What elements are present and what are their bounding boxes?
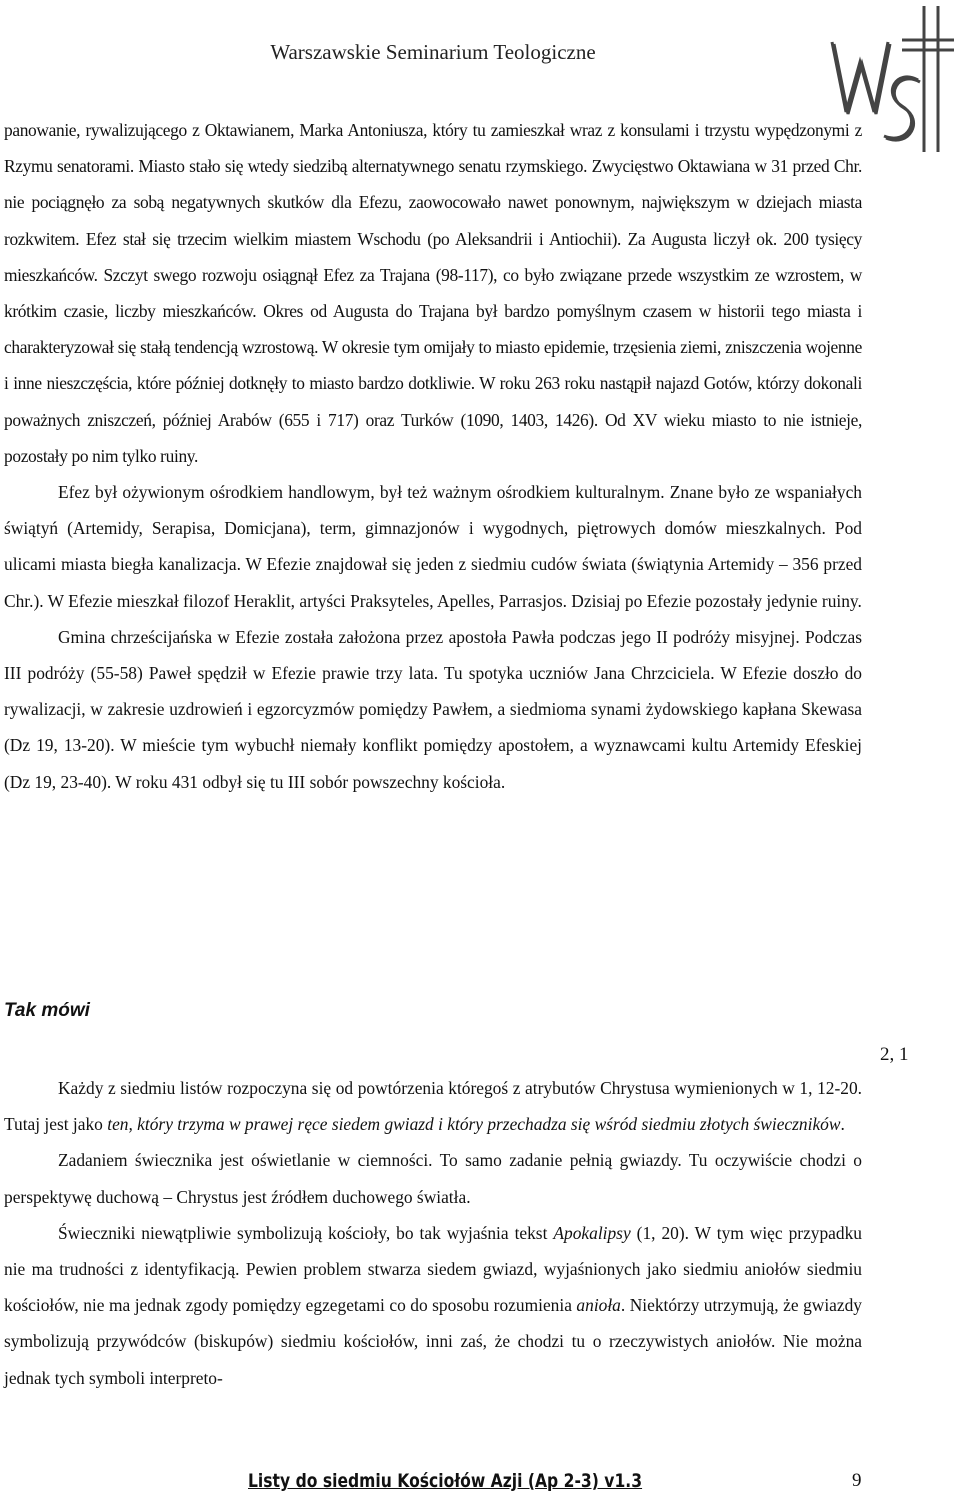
term-italic: anioła	[576, 1295, 621, 1316]
text-span: Każdy z siedmiu listów rozpoczyna się od powtórzenia któregoś z atrybutów Chrystusa wymienionych w 1, 12-20. Tutaj jest jako	[4, 1078, 862, 1135]
text-span: (1, 20). W tym więc przypadku nie ma trudności z identyfikacją. Pewien problem stwarza siedem gwiazd, wyjaśnionych jako siedmiu aniołów siedmiu kościołów, nie ma jednak zgody pomiędzy egzegetami co do sposobu rozumienia	[4, 1222, 862, 1316]
paragraph: panowanie, rywalizującego z Oktawianem, Marka Antoniusza, który tu zamieszkał wraz z konsulami i trzystu wypędzonymi z Rzymu senatorami. Miasto stało się wtedy siedzibą alternatywnego senatu rzymskiego. Zwycięstwo Oktawiana w 31 przed Chr. nie pociągnęło za sobą negatywnych skutków dla Efezu, zaowocowało nawet ponownym, największym w dziejach miasta rozkwitem. Efez stał się trzecim wielkim miastem Wschodu (po Aleksandrii i Antiochii). Za Augusta liczył ok. 200 tysięcy mieszkańców. Szczyt swego rozwoju osiągnął Efez za Trajana (98-117), co było związane przede wszystkim ze wzrostem, w krótkim czasie, liczby mieszkańców. Okres od Augusta do Trajana był bardzo pomyślnym czasem w historii tego miasta i charakteryzował się stałą tendencją wzrostową. W okresie tym omijały to miasto epidemie, trzęsienia ziemi, zniszczenia wojenne i inne nieszczęścia, które później dotknęły to miasto bardzo dotkliwie. W roku 263 roku nastąpił najazd Gotów, którzy dokonali poważnych zniszczeń, później Arabów (655 i 717) oraz Turków (1090, 1403, 1426). Od XV wieku miasto to nie istnieje, pozostały po nim tylko ruiny.	[4, 120, 862, 466]
page-header: Warszawskie Seminarium Teologiczne	[270, 40, 596, 64]
section-text	[4, 1070, 862, 1396]
paragraph	[4, 1070, 862, 1142]
text-span: . Niektórzy utrzymują, że gwiazdy symbolizują przywódców (biskupów) siedmiu kościołów, inni zaś, że chodzi tu o rzeczywistych aniołów. Nie można jednak tych symboli interpreto-	[4, 1295, 862, 1388]
book-title-italic: Apokalipsy	[553, 1222, 631, 1243]
section-heading: Tak mówi	[4, 1000, 90, 1021]
footer-title: Listy do siedmiu Kościołów Azji (Ap 2-3) v1.3	[248, 1470, 643, 1492]
text-span: Świeczniki niewątpliwie symbolizują kościoły, bo tak wyjaśnia tekst	[58, 1222, 554, 1243]
paragraph: Efez był ożywionym ośrodkiem handlowym, był też ważnym ośrodkiem kulturalnym. Znane było ze wspaniałych świątyń (Artemidy, Serapisa, Domicjana), term, gimnazjonów i wygodnych, piętrowych domów mieszkalnych. Pod ulicami miasta biegła kanalizacja. W Efezie znajdował się jeden z siedmiu cudów świata (świątynia Artemidy – 356 przed Chr.). W Efezie mieszkał filozof Heraklit, artyści Praksyteles, Apelles, Parrasjos. Dzisiaj po Efezie pozostały jedynie ruiny.	[4, 482, 862, 611]
paragraph: Zadaniem świecznika jest oświetlanie w ciemności. To samo zadanie pełnią gwiazdy. Tu oczywiście chodzi o perspektywę duchową – Chrystus jest źródłem duchowego światła.	[4, 1150, 862, 1207]
quote-italic: ten, który trzyma w prawej ręce siedem gwiazd i który przechadza się wśród siedmiu złotych świeczników	[107, 1114, 841, 1135]
paragraph: Gmina chrześcijańska w Efezie została założona przez apostoła Pawła podczas jego II podróży misyjnej. Podczas III podróży (55-58) Paweł spędził w Efezie prawie trzy lata. Tu spotyka uczniów Jana Chrzciciela. W Efezie doszło do rywalizacji, w zakresie uzdrowień i egzorcyzmów pomiędzy Pawłem, a siedmioma synami żydowskiego kapłana Skewasa (Dz 19, 13-20). W mieście tym wybuchł niemały konflikt pomiędzy apostołem, a wyznawcami kultu Artemidy Efeskiej (Dz 19, 23-40). W roku 431 odbył się tu III sobór powszechny kościoła.	[4, 626, 862, 792]
paragraph	[4, 1215, 862, 1396]
body-text	[4, 112, 862, 800]
margin-reference: 2, 1	[880, 1044, 909, 1065]
page-number: 9	[852, 1470, 862, 1491]
text-span: .	[840, 1114, 845, 1135]
